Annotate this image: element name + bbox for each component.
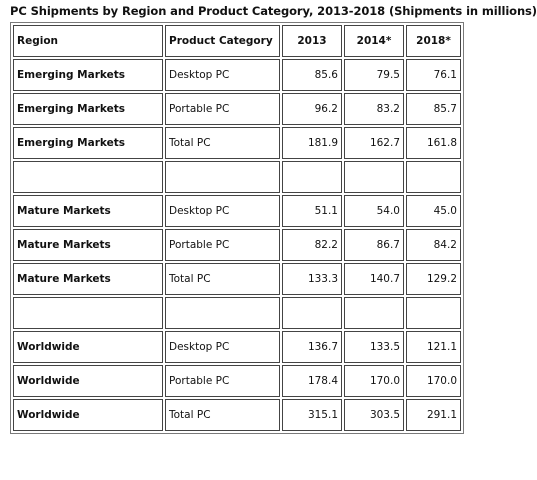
region-cell: Worldwide [13, 365, 163, 397]
region-cell: Worldwide [13, 399, 163, 431]
value-2014-cell: 170.0 [344, 365, 404, 397]
value-2013-cell: 51.1 [282, 195, 342, 227]
table-row [13, 127, 461, 159]
region-cell: Emerging Markets [13, 59, 163, 91]
header-2018: 2018* [406, 25, 461, 57]
table-caption: PC Shipments by Region and Product Category, 2013-2018 (Shipments in millions) [10, 4, 537, 18]
table-row [13, 195, 461, 227]
header-region: Region [13, 25, 163, 57]
region-cell: Mature Markets [13, 229, 163, 261]
region-cell: Mature Markets [13, 263, 163, 295]
category-cell: Total PC [165, 399, 280, 431]
category-cell [165, 161, 280, 193]
value-2018-cell: 45.0 [406, 195, 461, 227]
header-product-category: Product Category [165, 25, 280, 57]
value-2013-cell: 178.4 [282, 365, 342, 397]
value-2014-cell: 79.5 [344, 59, 404, 91]
value-2014-cell: 303.5 [344, 399, 404, 431]
value-2013-cell: 133.3 [282, 263, 342, 295]
value-2013-cell: 85.6 [282, 59, 342, 91]
value-2013-cell: 315.1 [282, 399, 342, 431]
category-cell: Total PC [165, 127, 280, 159]
value-2018-cell: 84.2 [406, 229, 461, 261]
value-2018-cell: 161.8 [406, 127, 461, 159]
value-2018-cell: 170.0 [406, 365, 461, 397]
value-2014-cell [344, 297, 404, 329]
table-row [13, 263, 461, 295]
spacer-row [13, 297, 461, 329]
value-2014-cell: 162.7 [344, 127, 404, 159]
category-cell [165, 297, 280, 329]
category-cell: Desktop PC [165, 59, 280, 91]
table-row [13, 365, 461, 397]
region-cell [13, 161, 163, 193]
table-row [13, 59, 461, 91]
region-cell [13, 297, 163, 329]
value-2018-cell: 85.7 [406, 93, 461, 125]
header-2013: 2013 [282, 25, 342, 57]
category-cell: Desktop PC [165, 195, 280, 227]
table-row [13, 229, 461, 261]
category-cell: Portable PC [165, 93, 280, 125]
value-2014-cell: 83.2 [344, 93, 404, 125]
value-2014-cell: 140.7 [344, 263, 404, 295]
value-2018-cell: 121.1 [406, 331, 461, 363]
value-2014-cell: 133.5 [344, 331, 404, 363]
value-2018-cell: 291.1 [406, 399, 461, 431]
value-2014-cell [344, 161, 404, 193]
value-2018-cell: 76.1 [406, 59, 461, 91]
value-2018-cell [406, 297, 461, 329]
table-row [13, 93, 461, 125]
value-2013-cell: 96.2 [282, 93, 342, 125]
value-2013-cell: 136.7 [282, 331, 342, 363]
value-2014-cell: 86.7 [344, 229, 404, 261]
table-row [13, 399, 461, 431]
category-cell: Total PC [165, 263, 280, 295]
category-cell: Portable PC [165, 229, 280, 261]
header-row [13, 25, 461, 57]
category-cell: Portable PC [165, 365, 280, 397]
region-cell: Worldwide [13, 331, 163, 363]
value-2013-cell: 82.2 [282, 229, 342, 261]
category-cell: Desktop PC [165, 331, 280, 363]
value-2013-cell [282, 297, 342, 329]
region-cell: Emerging Markets [13, 127, 163, 159]
value-2013-cell: 181.9 [282, 127, 342, 159]
shipments-table [10, 22, 464, 434]
table-row [13, 331, 461, 363]
value-2013-cell [282, 161, 342, 193]
value-2018-cell [406, 161, 461, 193]
value-2018-cell: 129.2 [406, 263, 461, 295]
header-2014: 2014* [344, 25, 404, 57]
spacer-row [13, 161, 461, 193]
region-cell: Mature Markets [13, 195, 163, 227]
value-2014-cell: 54.0 [344, 195, 404, 227]
region-cell: Emerging Markets [13, 93, 163, 125]
